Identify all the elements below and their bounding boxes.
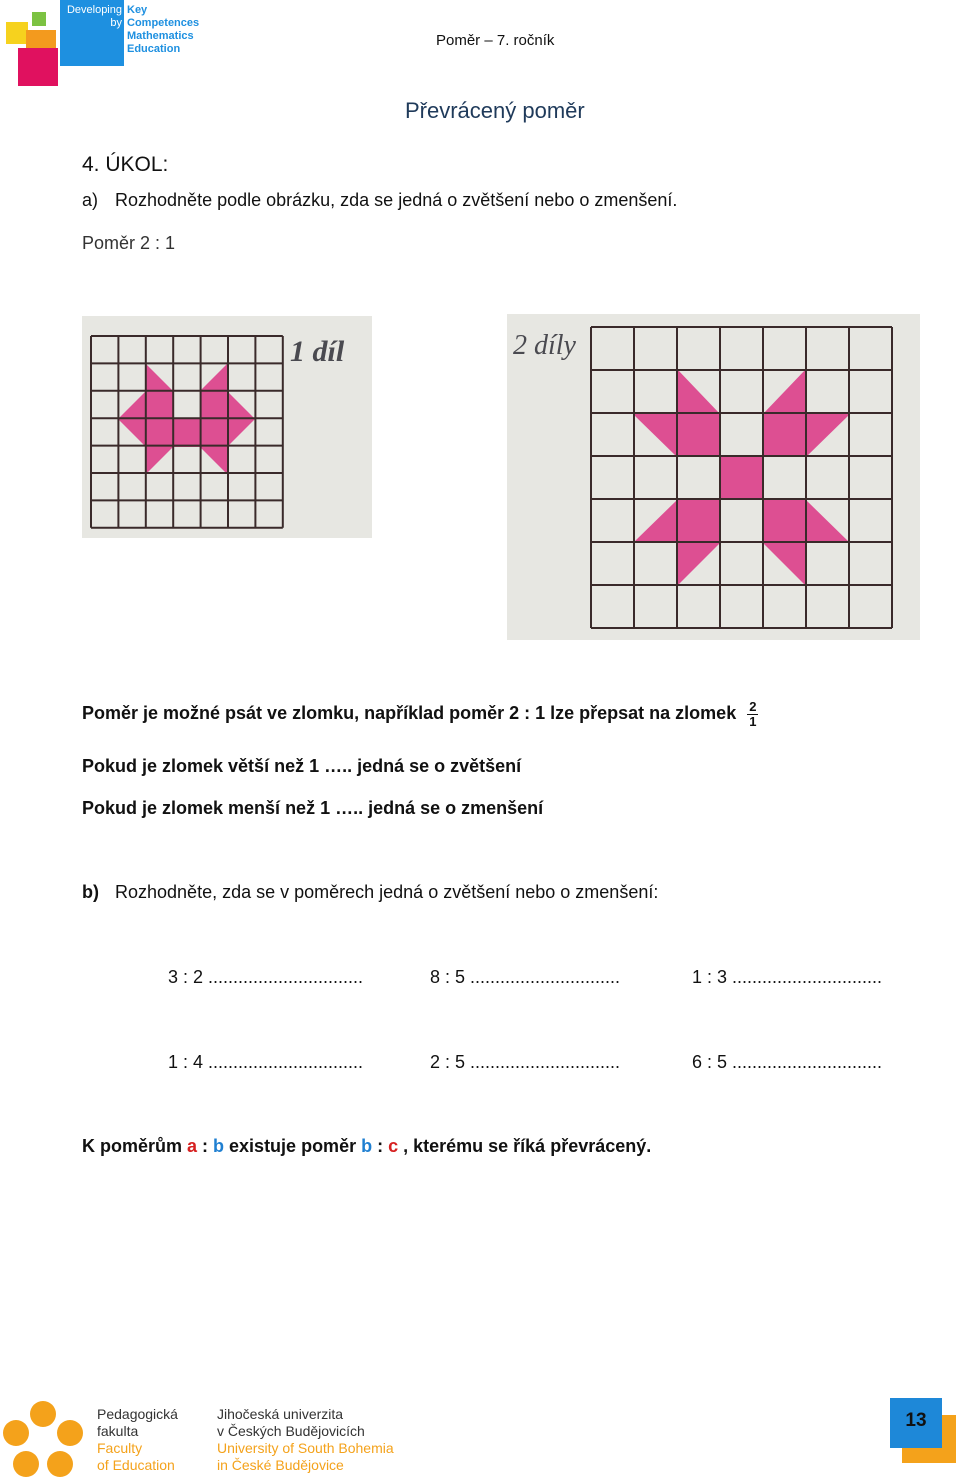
star-piece <box>677 369 720 414</box>
star-piece <box>677 500 720 543</box>
star-piece <box>677 414 720 457</box>
ratio-item: 6 : 5 .............................. <box>692 1052 883 1072</box>
star-piece <box>806 500 850 543</box>
star-piece <box>118 419 146 447</box>
ratio-label: Poměr 2 : 1 <box>82 233 176 253</box>
logo-square-magenta <box>18 48 58 86</box>
logo-square-green <box>32 12 46 26</box>
star-piece <box>146 364 173 391</box>
footer-university: Jihočeská univerzita v Českých Budějovicích University of South Bohemia in České Budějovice <box>217 1406 394 1473</box>
fraction-2-over-1: $\frac{2}{1}$ <box>749 699 757 729</box>
ratio-item: 2 : 5 .............................. <box>430 1052 621 1072</box>
task-a-text: Rozhodněte podle obrázku, zda se jedná o zvětšení nebo o zmenšení. <box>115 190 678 210</box>
rule-fraction: Poměr je možné psát ve zlomku, například poměr 2 : 1 lze přepsat na zlomek $\frac{2}{1}$ <box>82 699 757 729</box>
logo-square-yellow <box>6 22 28 44</box>
star-piece <box>146 447 173 474</box>
star-piece <box>227 391 255 419</box>
task-b-label: b) <box>82 882 99 902</box>
ratio-item: 3 : 2 ............................... <box>168 967 364 987</box>
task-heading: 4. ÚKOL: <box>82 153 169 176</box>
fig2-label: 2 díly <box>513 330 576 361</box>
task-b-text: Rozhodněte, zda se v poměrech jedná o zvětšení nebo o zmenšení: <box>115 882 659 902</box>
star-piece <box>200 419 227 447</box>
star-piece <box>227 419 255 447</box>
star-piece <box>200 447 227 474</box>
star-piece <box>677 543 720 586</box>
task-a-label: a) <box>82 190 99 210</box>
page-number: 13 <box>890 1398 942 1448</box>
star-piece <box>118 391 146 419</box>
star-piece <box>633 500 677 543</box>
star-piece <box>633 414 677 457</box>
figure-large-grid <box>507 314 920 640</box>
ratio-item: 8 : 5 .............................. <box>430 967 621 987</box>
star-piece <box>146 391 173 419</box>
ratio-item: 1 : 4 ............................... <box>168 1052 364 1072</box>
ratio-item: 1 : 3 .............................. <box>692 967 883 987</box>
logo-square-orange <box>26 30 56 50</box>
large-star-shapes <box>633 369 850 586</box>
inverse-ratio-statement: K poměrům a : b existuje poměr b : c , kterému se říká převrácený. <box>82 1136 652 1156</box>
star-piece <box>173 419 200 447</box>
logo-text-left: Developing by <box>66 4 122 29</box>
flower-logo <box>2 1400 84 1479</box>
star-piece <box>763 414 806 457</box>
project-logo <box>0 0 220 90</box>
fig1-label: 1 díl <box>290 335 345 368</box>
small-grid-svg <box>82 316 372 538</box>
star-piece <box>146 419 173 447</box>
figure-small-grid <box>82 316 372 538</box>
footer-faculty: Pedagogická fakulta Faculty of Education <box>97 1406 178 1473</box>
star-piece <box>763 369 806 414</box>
flower-icon <box>2 1400 84 1479</box>
star-piece <box>200 391 227 419</box>
header-title: Poměr – 7. ročník <box>436 32 555 49</box>
star-piece <box>763 500 806 543</box>
star-piece <box>806 414 850 457</box>
star-piece <box>200 364 227 391</box>
star-piece <box>720 457 763 500</box>
section-title: Převrácený poměr <box>405 98 585 123</box>
star-piece <box>763 543 806 586</box>
logo-text-right: Key Competences Mathematics Education <box>127 4 200 55</box>
rule-greater: Pokud je zlomek větší než 1 ….. jedná se o zvětšení <box>82 756 522 776</box>
large-grid-svg <box>507 314 920 640</box>
rule-smaller: Pokud je zlomek menší než 1 ….. jedná se o zmenšení <box>82 798 544 818</box>
